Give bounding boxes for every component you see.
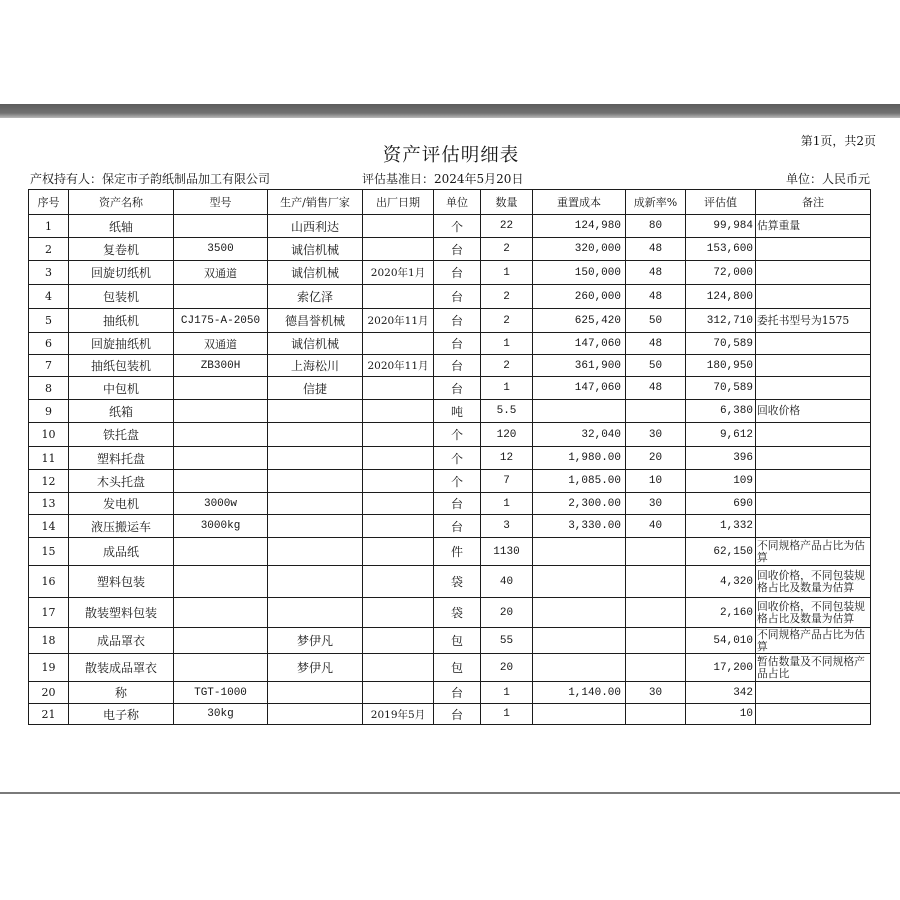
quantity-cell: 1130 [481, 538, 533, 566]
model-cell: 3500 [174, 238, 268, 261]
model-cell: CJ175-A-2050 [174, 309, 268, 333]
unit-cell: 台 [434, 261, 481, 285]
manufacturer-cell: 索亿泽 [268, 285, 363, 309]
appraised-value-cell: 54,010 [686, 628, 756, 654]
appraised-value-cell: 72,000 [686, 261, 756, 285]
newness-rate-cell: 48 [626, 333, 686, 355]
valuation-base-date: 评估基准日：2024年5月20日 [362, 172, 524, 186]
remarks-cell: 委托书型号为1575 [756, 309, 871, 333]
table-row [29, 654, 871, 682]
manufacturer-cell [268, 598, 363, 628]
remarks-cell [756, 333, 871, 355]
newness-rate-cell: 50 [626, 355, 686, 377]
quantity-cell: 120 [481, 423, 533, 447]
model-cell [174, 566, 268, 598]
quantity-cell: 2 [481, 238, 533, 261]
asset-name-cell: 称 [69, 682, 174, 704]
model-cell [174, 400, 268, 423]
replacement-cost-cell [533, 704, 626, 725]
remarks-cell [756, 377, 871, 400]
table-row [29, 238, 871, 261]
remarks-cell: 暂估数量及不同规格产品占比 [756, 654, 871, 682]
column-header-model: 型号 [174, 190, 268, 215]
quantity-cell: 1 [481, 377, 533, 400]
owner-label: 产权持有人： [30, 172, 103, 186]
asset-name-cell: 抽纸包装机 [69, 355, 174, 377]
appraised-value-cell: 342 [686, 682, 756, 704]
table-row [29, 355, 871, 377]
row-number-cell: 15 [29, 538, 69, 566]
remarks-cell [756, 238, 871, 261]
appraised-value-cell: 124,800 [686, 285, 756, 309]
manufacture-date-cell [363, 628, 434, 654]
asset-name-cell: 木头托盘 [69, 470, 174, 493]
quantity-cell: 55 [481, 628, 533, 654]
manufacturer-cell: 诚信机械 [268, 261, 363, 285]
newness-rate-cell: 10 [626, 470, 686, 493]
model-cell [174, 377, 268, 400]
table-row [29, 493, 871, 515]
model-cell: 3000w [174, 493, 268, 515]
appraised-value-cell: 180,950 [686, 355, 756, 377]
row-number-cell: 13 [29, 493, 69, 515]
replacement-cost-cell: 260,000 [533, 285, 626, 309]
replacement-cost-cell: 1,980.00 [533, 447, 626, 470]
quantity-cell: 2 [481, 285, 533, 309]
replacement-cost-cell: 3,330.00 [533, 515, 626, 538]
manufacture-date-cell [363, 682, 434, 704]
replacement-cost-cell: 361,900 [533, 355, 626, 377]
manufacturer-cell [268, 470, 363, 493]
row-number-cell: 4 [29, 285, 69, 309]
unit-cell: 包 [434, 654, 481, 682]
quantity-cell: 1 [481, 333, 533, 355]
newness-rate-cell: 48 [626, 285, 686, 309]
replacement-cost-cell [533, 538, 626, 566]
table-row [29, 285, 871, 309]
table-row [29, 333, 871, 355]
replacement-cost-cell: 147,060 [533, 333, 626, 355]
remarks-cell: 不同规格产品占比为估算 [756, 628, 871, 654]
asset-name-cell: 回旋切纸机 [69, 261, 174, 285]
asset-name-cell: 纸轴 [69, 215, 174, 238]
manufacture-date-cell [363, 400, 434, 423]
appraised-value-cell: 153,600 [686, 238, 756, 261]
asset-name-cell: 成品罩衣 [69, 628, 174, 654]
unit-cell: 台 [434, 493, 481, 515]
asset-name-cell: 液压搬运车 [69, 515, 174, 538]
owner-name: 保定市子韵纸制品加工有限公司 [102, 172, 271, 186]
appraised-value-cell: 4,320 [686, 566, 756, 598]
row-number-cell: 9 [29, 400, 69, 423]
remarks-cell: 估算重量 [756, 215, 871, 238]
manufacture-date-cell [363, 423, 434, 447]
replacement-cost-cell: 124,980 [533, 215, 626, 238]
remarks-cell: 回收价格，不同包装规格占比及数量为估算 [756, 566, 871, 598]
table-row [29, 515, 871, 538]
column-header-replacement-cost: 重置成本 [533, 190, 626, 215]
appraised-value-cell: 690 [686, 493, 756, 515]
quantity-cell: 2 [481, 355, 533, 377]
manufacture-date-cell [363, 493, 434, 515]
manufacturer-cell [268, 493, 363, 515]
document-title: 资产评估明细表 [382, 145, 520, 166]
row-number-cell: 10 [29, 423, 69, 447]
newness-rate-cell [626, 704, 686, 725]
column-header-manufacture-date: 出厂日期 [363, 190, 434, 215]
manufacturer-cell [268, 400, 363, 423]
manufacturer-cell [268, 447, 363, 470]
row-number-cell: 1 [29, 215, 69, 238]
manufacturer-cell: 梦伊凡 [268, 654, 363, 682]
table-row [29, 470, 871, 493]
appraised-value-cell: 99,984 [686, 215, 756, 238]
appraised-value-cell: 396 [686, 447, 756, 470]
asset-name-cell: 中包机 [69, 377, 174, 400]
table-row [29, 377, 871, 400]
replacement-cost-cell: 147,060 [533, 377, 626, 400]
appraised-value-cell: 17,200 [686, 654, 756, 682]
replacement-cost-cell: 1,140.00 [533, 682, 626, 704]
manufacture-date-cell: 2019年5月 [363, 704, 434, 725]
manufacture-date-cell: 2020年1月 [363, 261, 434, 285]
newness-rate-cell: 30 [626, 423, 686, 447]
model-cell: ZB300H [174, 355, 268, 377]
remarks-cell: 回收价格，不同包装规格占比及数量为估算 [756, 598, 871, 628]
manufacture-date-cell [363, 377, 434, 400]
manufacture-date-cell [363, 598, 434, 628]
replacement-cost-cell: 150,000 [533, 261, 626, 285]
appraised-value-cell: 70,589 [686, 377, 756, 400]
remarks-cell [756, 515, 871, 538]
table-row [29, 628, 871, 654]
replacement-cost-cell: 32,040 [533, 423, 626, 447]
model-cell: 双通道 [174, 261, 268, 285]
manufacture-date-cell: 2020年11月 [363, 355, 434, 377]
replacement-cost-cell: 320,000 [533, 238, 626, 261]
unit-cell: 个 [434, 447, 481, 470]
row-number-cell: 7 [29, 355, 69, 377]
unit-cell: 台 [434, 377, 481, 400]
model-cell [174, 285, 268, 309]
appraised-value-cell: 109 [686, 470, 756, 493]
replacement-cost-cell [533, 566, 626, 598]
newness-rate-cell: 48 [626, 377, 686, 400]
asset-valuation-table [28, 189, 871, 725]
manufacturer-cell: 信捷 [268, 377, 363, 400]
column-header-quantity: 数量 [481, 190, 533, 215]
row-number-cell: 3 [29, 261, 69, 285]
manufacture-date-cell [363, 285, 434, 309]
row-number-cell: 11 [29, 447, 69, 470]
row-number-cell: 21 [29, 704, 69, 725]
appraised-value-cell: 1,332 [686, 515, 756, 538]
unit-cell: 袋 [434, 598, 481, 628]
quantity-cell: 1 [481, 261, 533, 285]
model-cell [174, 628, 268, 654]
unit-cell: 台 [434, 333, 481, 355]
replacement-cost-cell [533, 400, 626, 423]
unit-cell: 个 [434, 423, 481, 447]
quantity-cell: 7 [481, 470, 533, 493]
appraised-value-cell: 10 [686, 704, 756, 725]
unit-cell: 台 [434, 285, 481, 309]
replacement-cost-cell: 625,420 [533, 309, 626, 333]
quantity-cell: 1 [481, 682, 533, 704]
table-row [29, 261, 871, 285]
row-number-cell: 2 [29, 238, 69, 261]
row-number-cell: 16 [29, 566, 69, 598]
quantity-cell: 40 [481, 566, 533, 598]
appraised-value-cell: 9,612 [686, 423, 756, 447]
column-header-remarks: 备注 [756, 190, 871, 215]
remarks-cell: 不同规格产品占比为估算 [756, 538, 871, 566]
replacement-cost-cell: 1,085.00 [533, 470, 626, 493]
remarks-cell [756, 493, 871, 515]
remarks-cell [756, 261, 871, 285]
column-header-manufacturer: 生产/销售厂家 [268, 190, 363, 215]
manufacturer-cell [268, 682, 363, 704]
manufacture-date-cell [363, 333, 434, 355]
quantity-cell: 3 [481, 515, 533, 538]
model-cell [174, 423, 268, 447]
asset-name-cell: 回旋抽纸机 [69, 333, 174, 355]
newness-rate-cell [626, 566, 686, 598]
row-number-cell: 17 [29, 598, 69, 628]
quantity-cell: 20 [481, 598, 533, 628]
newness-rate-cell: 48 [626, 238, 686, 261]
quantity-cell: 2 [481, 309, 533, 333]
manufacture-date-cell [363, 566, 434, 598]
model-cell: 3000kg [174, 515, 268, 538]
unit-cell: 件 [434, 538, 481, 566]
scan-edge-line [0, 792, 900, 794]
manufacturer-cell [268, 704, 363, 725]
table-row [29, 538, 871, 566]
owner-line [30, 172, 270, 186]
replacement-cost-cell: 2,300.00 [533, 493, 626, 515]
asset-name-cell: 包装机 [69, 285, 174, 309]
manufacture-date-cell [363, 538, 434, 566]
asset-name-cell: 散装成品罩衣 [69, 654, 174, 682]
row-number-cell: 5 [29, 309, 69, 333]
unit-cell: 包 [434, 628, 481, 654]
scan-edge-band [0, 104, 900, 118]
newness-rate-cell: 30 [626, 682, 686, 704]
manufacturer-cell: 山西利达 [268, 215, 363, 238]
quantity-cell: 22 [481, 215, 533, 238]
remarks-cell: 回收价格 [756, 400, 871, 423]
remarks-cell [756, 447, 871, 470]
row-number-cell: 19 [29, 654, 69, 682]
manufacturer-cell [268, 423, 363, 447]
manufacturer-cell: 德昌誉机械 [268, 309, 363, 333]
appraised-value-cell: 62,150 [686, 538, 756, 566]
asset-name-cell: 纸箱 [69, 400, 174, 423]
model-cell [174, 447, 268, 470]
unit-cell: 台 [434, 238, 481, 261]
column-header-unit: 单位 [434, 190, 481, 215]
row-number-cell: 6 [29, 333, 69, 355]
manufacture-date-cell [363, 515, 434, 538]
model-cell [174, 654, 268, 682]
remarks-cell [756, 285, 871, 309]
newness-rate-cell: 20 [626, 447, 686, 470]
row-number-cell: 8 [29, 377, 69, 400]
currency-unit: 单位：人民币元 [785, 172, 870, 186]
row-number-cell: 20 [29, 682, 69, 704]
manufacture-date-cell [363, 654, 434, 682]
model-cell [174, 470, 268, 493]
column-header-row-number: 序号 [29, 190, 69, 215]
row-number-cell: 18 [29, 628, 69, 654]
unit-cell: 个 [434, 470, 481, 493]
replacement-cost-cell [533, 598, 626, 628]
replacement-cost-cell [533, 628, 626, 654]
column-header-appraised-value: 评估值 [686, 190, 756, 215]
page-indicator: 第1页，共2页 [800, 134, 876, 148]
quantity-cell: 20 [481, 654, 533, 682]
appraised-value-cell: 2,160 [686, 598, 756, 628]
unit-cell: 台 [434, 704, 481, 725]
asset-name-cell: 发电机 [69, 493, 174, 515]
table-row [29, 447, 871, 470]
unit-cell: 袋 [434, 566, 481, 598]
manufacture-date-cell [363, 238, 434, 261]
model-cell [174, 215, 268, 238]
manufacturer-cell [268, 538, 363, 566]
unit-cell: 台 [434, 355, 481, 377]
unit-cell: 台 [434, 309, 481, 333]
table-row [29, 309, 871, 333]
newness-rate-cell: 30 [626, 493, 686, 515]
model-cell: 30kg [174, 704, 268, 725]
newness-rate-cell: 80 [626, 215, 686, 238]
column-header-asset-name: 资产名称 [69, 190, 174, 215]
table-row [29, 423, 871, 447]
newness-rate-cell [626, 400, 686, 423]
model-cell [174, 598, 268, 628]
model-cell: TGT-1000 [174, 682, 268, 704]
remarks-cell [756, 704, 871, 725]
column-header-newness-rate: 成新率% [626, 190, 686, 215]
table-row [29, 566, 871, 598]
manufacturer-cell: 诚信机械 [268, 238, 363, 261]
newness-rate-cell [626, 598, 686, 628]
asset-name-cell: 电子称 [69, 704, 174, 725]
newness-rate-cell [626, 654, 686, 682]
row-number-cell: 14 [29, 515, 69, 538]
quantity-cell: 12 [481, 447, 533, 470]
table-row [29, 400, 871, 423]
newness-rate-cell [626, 538, 686, 566]
newness-rate-cell: 48 [626, 261, 686, 285]
asset-name-cell: 塑料包装 [69, 566, 174, 598]
manufacture-date-cell: 2020年11月 [363, 309, 434, 333]
manufacturer-cell: 诚信机械 [268, 333, 363, 355]
unit-cell: 个 [434, 215, 481, 238]
table-row [29, 704, 871, 725]
table-body [29, 215, 871, 725]
appraised-value-cell: 6,380 [686, 400, 756, 423]
unit-cell: 台 [434, 515, 481, 538]
quantity-cell: 1 [481, 704, 533, 725]
manufacture-date-cell [363, 447, 434, 470]
manufacturer-cell [268, 566, 363, 598]
quantity-cell: 5.5 [481, 400, 533, 423]
remarks-cell [756, 682, 871, 704]
remarks-cell [756, 470, 871, 493]
newness-rate-cell: 40 [626, 515, 686, 538]
model-cell: 双通道 [174, 333, 268, 355]
table-header-row [29, 190, 871, 215]
newness-rate-cell [626, 628, 686, 654]
unit-cell: 吨 [434, 400, 481, 423]
asset-name-cell: 成品纸 [69, 538, 174, 566]
asset-name-cell: 塑料托盘 [69, 447, 174, 470]
appraised-value-cell: 312,710 [686, 309, 756, 333]
row-number-cell: 12 [29, 470, 69, 493]
table-row [29, 682, 871, 704]
model-cell [174, 538, 268, 566]
remarks-cell [756, 355, 871, 377]
remarks-cell [756, 423, 871, 447]
manufacture-date-cell [363, 470, 434, 493]
manufacturer-cell [268, 515, 363, 538]
asset-name-cell: 散装塑料包装 [69, 598, 174, 628]
appraised-value-cell: 70,589 [686, 333, 756, 355]
asset-name-cell: 铁托盘 [69, 423, 174, 447]
unit-cell: 台 [434, 682, 481, 704]
asset-name-cell: 复卷机 [69, 238, 174, 261]
replacement-cost-cell [533, 654, 626, 682]
asset-name-cell: 抽纸机 [69, 309, 174, 333]
quantity-cell: 1 [481, 493, 533, 515]
manufacturer-cell: 梦伊凡 [268, 628, 363, 654]
table-row [29, 598, 871, 628]
table-row [29, 215, 871, 238]
manufacture-date-cell [363, 215, 434, 238]
manufacturer-cell: 上海松川 [268, 355, 363, 377]
newness-rate-cell: 50 [626, 309, 686, 333]
